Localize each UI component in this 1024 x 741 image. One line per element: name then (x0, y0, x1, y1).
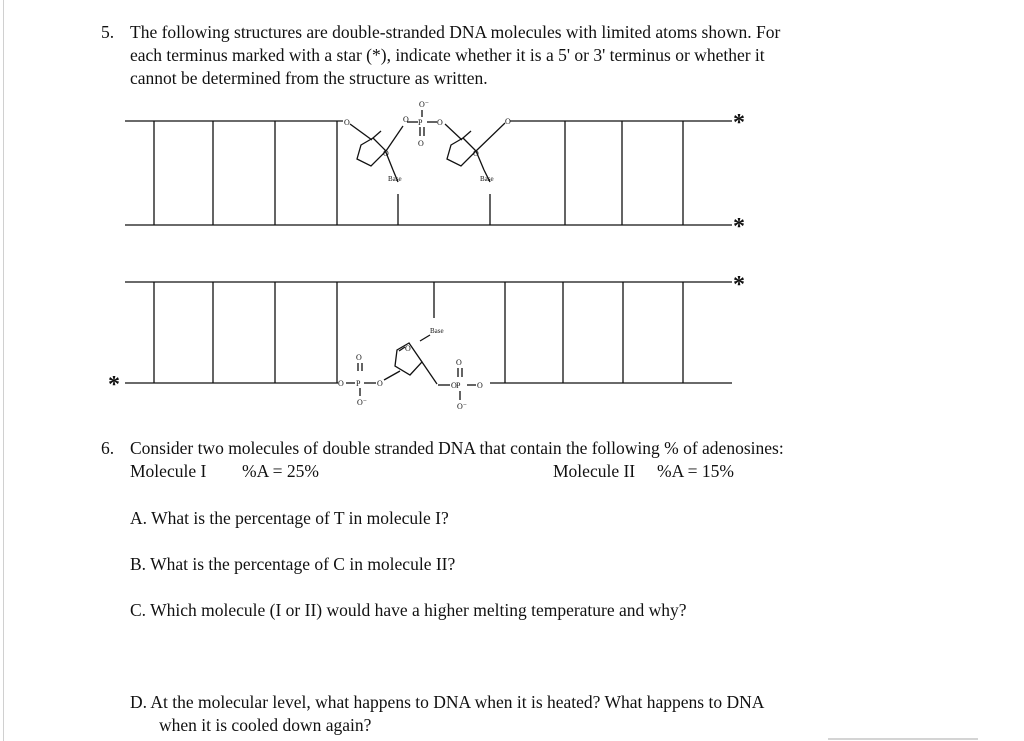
q6-number: 6. (101, 438, 115, 458)
q6-part-d-line1: D. At the molecular level, what happens to DNA when it is heated? What happens to DNA (130, 692, 765, 712)
q5-text-line2: each terminus marked with a star (*), indicate whether it is a 5' or 3' terminus or whether it (130, 45, 765, 65)
q6-text-line1: Consider two molecules of double stranded DNA that contain the following % of adenosines: (130, 438, 784, 458)
molecule-2-label: Molecule II (553, 461, 636, 481)
q6-part-d-line2: when it is cooled down again? (159, 715, 372, 735)
terminus-star: * (108, 372, 120, 398)
terminus-star: * (733, 214, 745, 240)
atom-p-label: P (418, 118, 423, 127)
atom-o-label: O (383, 149, 389, 158)
terminus-star: * (733, 272, 745, 298)
base-label: Base (430, 327, 444, 335)
base-label: Base (480, 175, 494, 183)
dna-molecule-1 (125, 110, 732, 225)
atom-o-label: O (377, 379, 383, 388)
q6-part-c: C. Which molecule (I or II) would have a higher melting temperature and why? (130, 600, 687, 620)
atom-o-label: O (344, 118, 350, 127)
atom-o-label: O (356, 353, 362, 362)
molecule-2-value: %A = 15% (657, 461, 734, 481)
atom-p-label: P (356, 379, 361, 388)
q6-part-b: B. What is the percentage of C in molecule II? (130, 554, 456, 574)
molecule-1-label: Molecule I (130, 461, 207, 481)
q6-part-a: A. What is the percentage of T in molecule I? (130, 508, 449, 528)
q5-number: 5. (101, 22, 115, 42)
atom-o-label: O (505, 117, 511, 126)
atom-o-label: O (338, 379, 344, 388)
base-label: Base (388, 175, 402, 183)
atom-o-label: O (451, 381, 457, 390)
atom-o-label: O (437, 118, 443, 127)
terminus-star: * (733, 110, 745, 136)
atom-o-minus-label: O⁻ (357, 398, 367, 407)
atom-p-label: P (456, 381, 461, 390)
atom-o-label: O (456, 358, 462, 367)
atom-o-minus-label: O⁻ (419, 100, 429, 109)
atom-o-label: O (403, 115, 409, 124)
atom-o-minus-label: O⁻ (457, 402, 467, 411)
q5-text-line3: cannot be determined from the structure as written. (130, 68, 488, 88)
molecule-1-value: %A = 25% (242, 461, 319, 481)
q5-text-line1: The following structures are double-stranded DNA molecules with limited atoms shown. For (130, 22, 781, 42)
dna-molecule-2 (125, 282, 732, 400)
atom-o-label: O (405, 344, 411, 353)
atom-o-label: O (473, 149, 479, 158)
atom-o-label: O (418, 139, 424, 148)
atom-o-label: O (477, 381, 483, 390)
